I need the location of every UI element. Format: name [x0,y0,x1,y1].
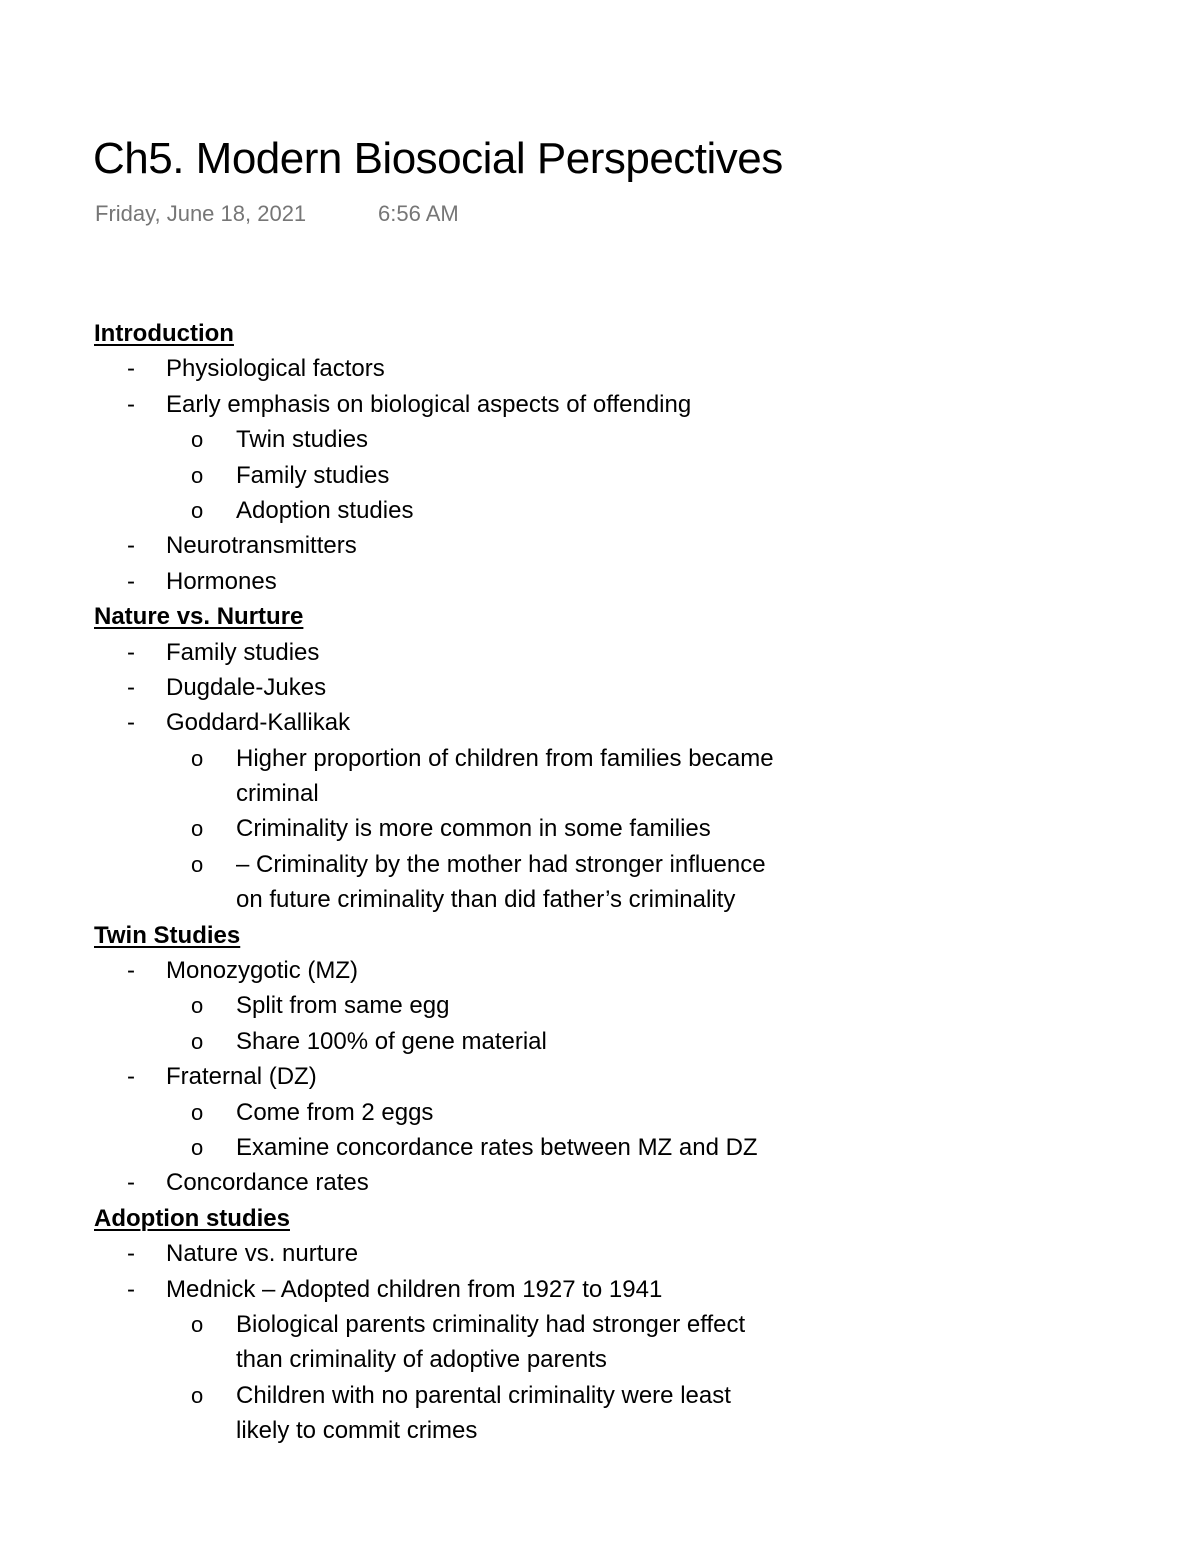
sub-list-item: o Criminality is more common in some families [0,811,1200,846]
note-body [0,316,1200,1449]
circle-bullet: o [191,816,204,842]
sub-list-item-continuation: on future criminality than did father’s criminality [236,886,736,914]
circle-bullet: o [191,497,204,523]
list-item: - Dugdale-Jukes [0,670,1200,705]
dash-bullet: - [127,1169,135,1197]
sub-list-item: o Come from 2 eggs [0,1095,1200,1130]
circle-bullet: o [191,1028,204,1054]
circle-bullet: o [191,745,204,771]
sub-list-item-continuation: criminal [236,780,319,808]
dash-bullet: - [127,673,135,701]
dash-bullet: - [127,957,135,985]
sub-list-item: o Share 100% of gene material [0,1024,1200,1059]
dash-bullet: - [127,567,135,595]
sub-list-item-continuation: than criminality of adoptive parents [236,1346,607,1374]
list-item: - Nature vs. nurture [0,1236,1200,1271]
note-date: Friday, June 18, 2021 [95,201,307,226]
circle-bullet: o [191,851,204,877]
circle-bullet: o [191,1311,204,1337]
circle-bullet: o [191,462,204,488]
sub-list-item: o Adoption studies [0,493,1200,528]
circle-bullet: o [191,993,204,1019]
circle-bullet: o [191,1099,204,1125]
sub-list-item: o Biological parents criminality had stronger effect [0,1307,1200,1342]
list-item: - Neurotransmitters [0,528,1200,563]
list-item: - Mednick – Adopted children from 1927 to 1941 [0,1272,1200,1307]
list-item: - Fraternal (DZ) [0,1059,1200,1094]
sub-list-item: o Children with no parental criminality were least [0,1378,1200,1413]
sub-list-item: o Higher proportion of children from families became [0,741,1200,776]
section-heading-nature-vs-nurture: Nature vs. Nurture [94,603,304,631]
circle-bullet: o [191,1134,204,1160]
sub-list-item: o Family studies [0,458,1200,493]
list-item: - Goddard-Kallikak [0,705,1200,740]
circle-bullet: o [191,427,204,453]
dash-bullet: - [127,532,135,560]
list-item: - Concordance rates [0,1165,1200,1200]
sub-list-item-continuation: likely to commit crimes [236,1417,478,1445]
dash-bullet: - [127,1063,135,1091]
section-heading-twin-studies: Twin Studies [94,921,241,949]
dash-bullet: - [127,355,135,383]
sub-list-item: o Twin studies [0,422,1200,457]
note-time: 6:56 AM [378,201,459,226]
page-title: Ch5. Modern Biosocial Perspectives [93,134,783,183]
dash-bullet: - [127,390,135,418]
dash-bullet: - [127,1240,135,1268]
sub-list-item: o Split from same egg [0,988,1200,1023]
list-item: - Hormones [0,564,1200,599]
list-item: - Early emphasis on biological aspects of offending [0,387,1200,422]
section-heading-introduction: Introduction [94,320,234,347]
list-item: - Monozygotic (MZ) [0,953,1200,988]
circle-bullet: o [191,1382,204,1408]
section-heading-adoption-studies: Adoption studies [94,1204,290,1232]
list-item: - Physiological factors [0,351,1200,386]
dash-bullet: - [127,638,135,666]
dash-bullet: - [127,1275,135,1303]
sub-list-item: o Examine concordance rates between MZ and DZ [0,1130,1200,1165]
dash-bullet: - [127,709,135,737]
list-item: - Family studies [0,635,1200,670]
sub-list-item: o – Criminality by the mother had stronger influence [0,847,1200,882]
